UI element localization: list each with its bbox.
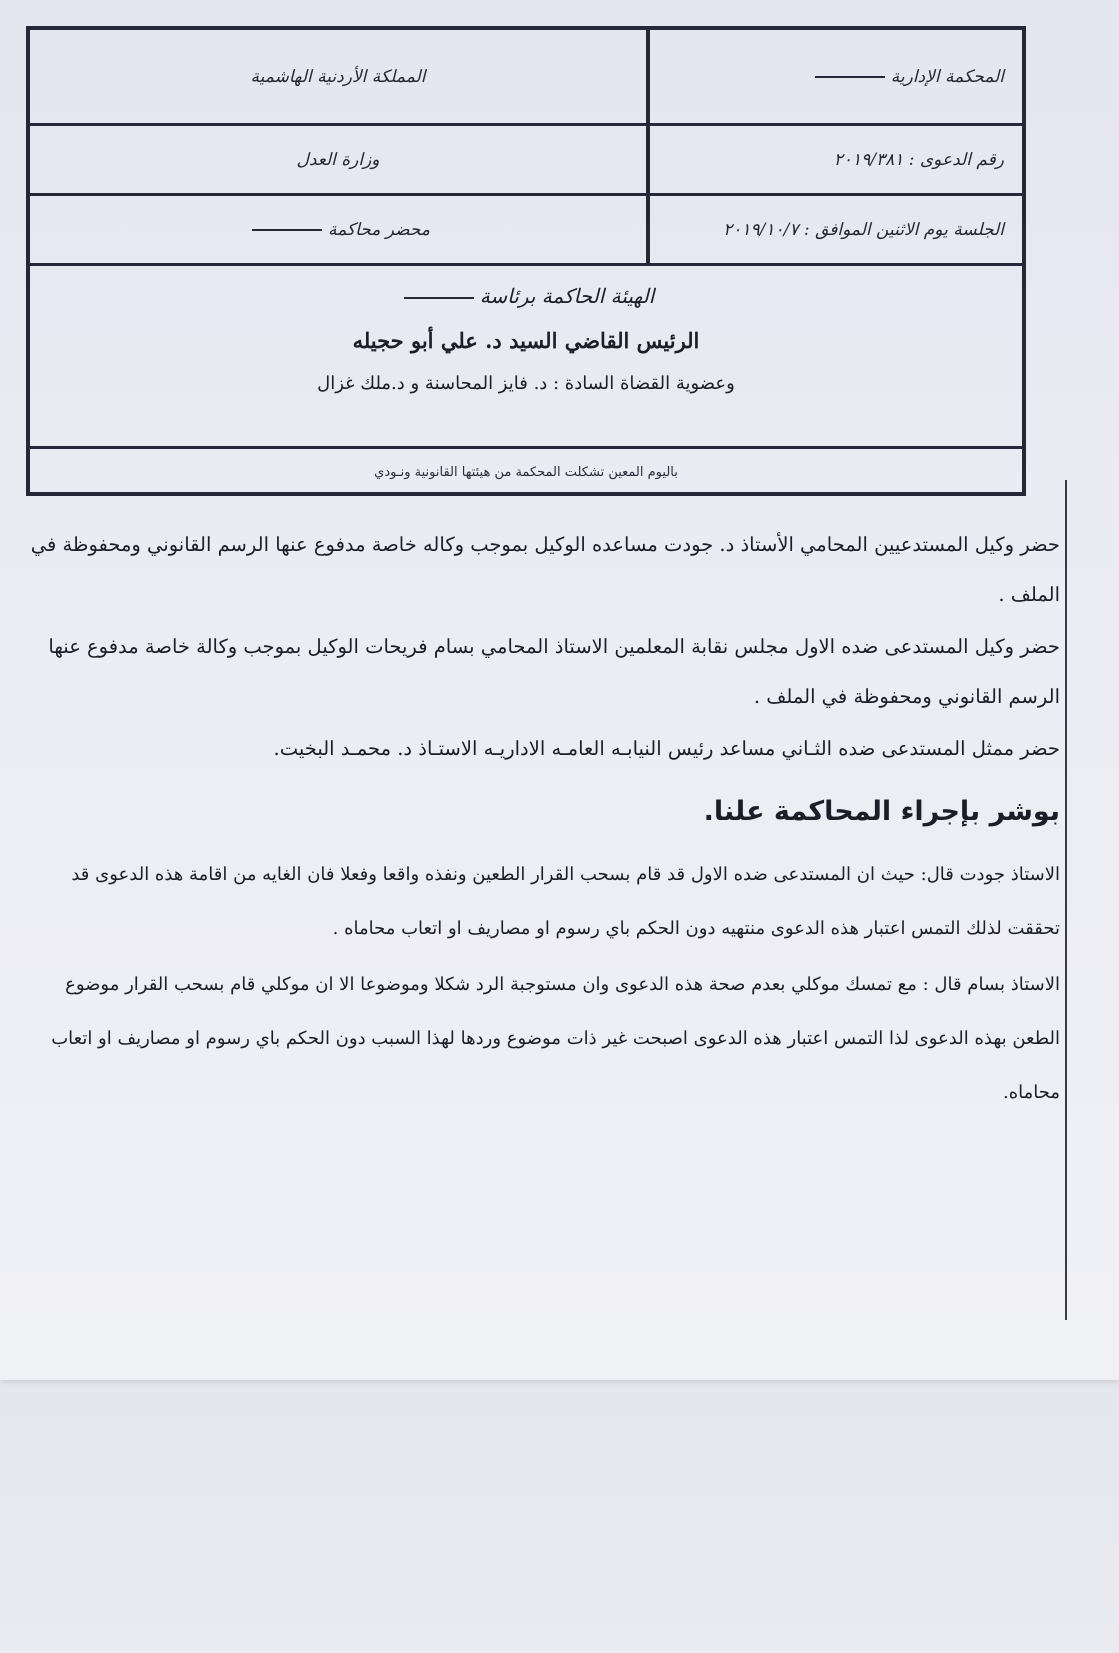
session-date: الجلسة يوم الاثنين الموافق : ٢٠١٩/١٠/٧ xyxy=(723,219,1004,240)
attendance-respondent-2: حضر ممثل المستدعى ضده الثـاني مساعد رئيس النيابـه العامـه الاداريـه الاستـاذ د. محمـد البخيت. xyxy=(273,737,1060,760)
statement-bassam: الاستاذ بسام قال : مع تمسك موكلي بعدم صحة هذه الدعوى وان مستوجبة الرد شكلا وموضوعا الا ان موكلي قام بسحب القرار موضوع الطعن بهذه الدعوى لذا التمس اعتبار هذه الدعوى اصبحت غير ذات موضوع وردها لهذا السبب دون الحكم باي رسوم او مصاريف او اتعاب محاماه. xyxy=(51,974,1060,1103)
underline-dash xyxy=(815,76,885,78)
session-date-cell xyxy=(650,196,1022,263)
court-cell xyxy=(650,30,1022,123)
header-row-1 xyxy=(30,30,1022,126)
court-formed-line: باليوم المعين تشكلت المحكمة من هيئتها القانونية ونـودي xyxy=(30,446,1022,495)
header-row-2 xyxy=(30,126,1022,196)
panel-members: وعضوية القضاة السادة : د. فايز المحاسنة و د.ملك غزال xyxy=(317,373,735,394)
ministry-label: وزارة العدل xyxy=(296,149,380,170)
attendance-plaintiffs: حضر وكيل المستدعيين المحامي الأستاذ د. جودت مساعده الوكيل بموجب وكاله خاصة مدفوع عنها الرسم القانوني ومحفوظة في الملف . xyxy=(30,533,1060,606)
margin-line xyxy=(1065,480,1067,1320)
minutes-label: محضر محاكمة xyxy=(328,219,430,240)
underline-dash xyxy=(404,297,474,299)
court-header-table xyxy=(26,26,1026,496)
statement-jawdat: الاستاذ جودت قال: حيث ان المستدعى ضده الاول قد قام بسحب القرار الطعين ونفذه واقعا وفعلا فان الغايه من اقامة هذه الدعوى قد تحققت لذلك التمس اعتبار هذه الدعوى منتهيه دون الحكم باي رسوم او مصاريف او اتعاب محاماه . xyxy=(71,864,1060,939)
minutes-body xyxy=(20,520,1060,1120)
kingdom-label: المملكة الأردنية الهاشمية xyxy=(250,66,426,87)
proceedings-heading: بوشر بإجراء المحاكمة علنا. xyxy=(703,796,1060,827)
minutes-cell xyxy=(30,196,650,263)
court-label: المحكمة الإدارية xyxy=(890,66,1004,87)
case-number: رقم الدعوى : ٢٠١٩/٣٨١ xyxy=(833,149,1004,170)
presiding-judge: الرئيس القاضي السيد د. علي أبو حجيله xyxy=(352,328,700,353)
case-number-cell xyxy=(650,126,1022,193)
ministry-cell xyxy=(30,126,650,193)
underline-dash xyxy=(252,229,322,231)
header-row-3 xyxy=(30,196,1022,266)
kingdom-cell xyxy=(30,30,650,123)
panel-title: الهيئة الحاكمة برئاسة xyxy=(479,284,655,308)
attendance-respondent-1: حضر وكيل المستدعى ضده الاول مجلس نقابة المعلمين الاستاذ المحامي بسام فريحات الوكيل بموجب وكالة خاصة مدفوع عنها الرسم القانوني ومحفوظة في الملف . xyxy=(48,635,1060,708)
judicial-panel xyxy=(30,266,1022,446)
